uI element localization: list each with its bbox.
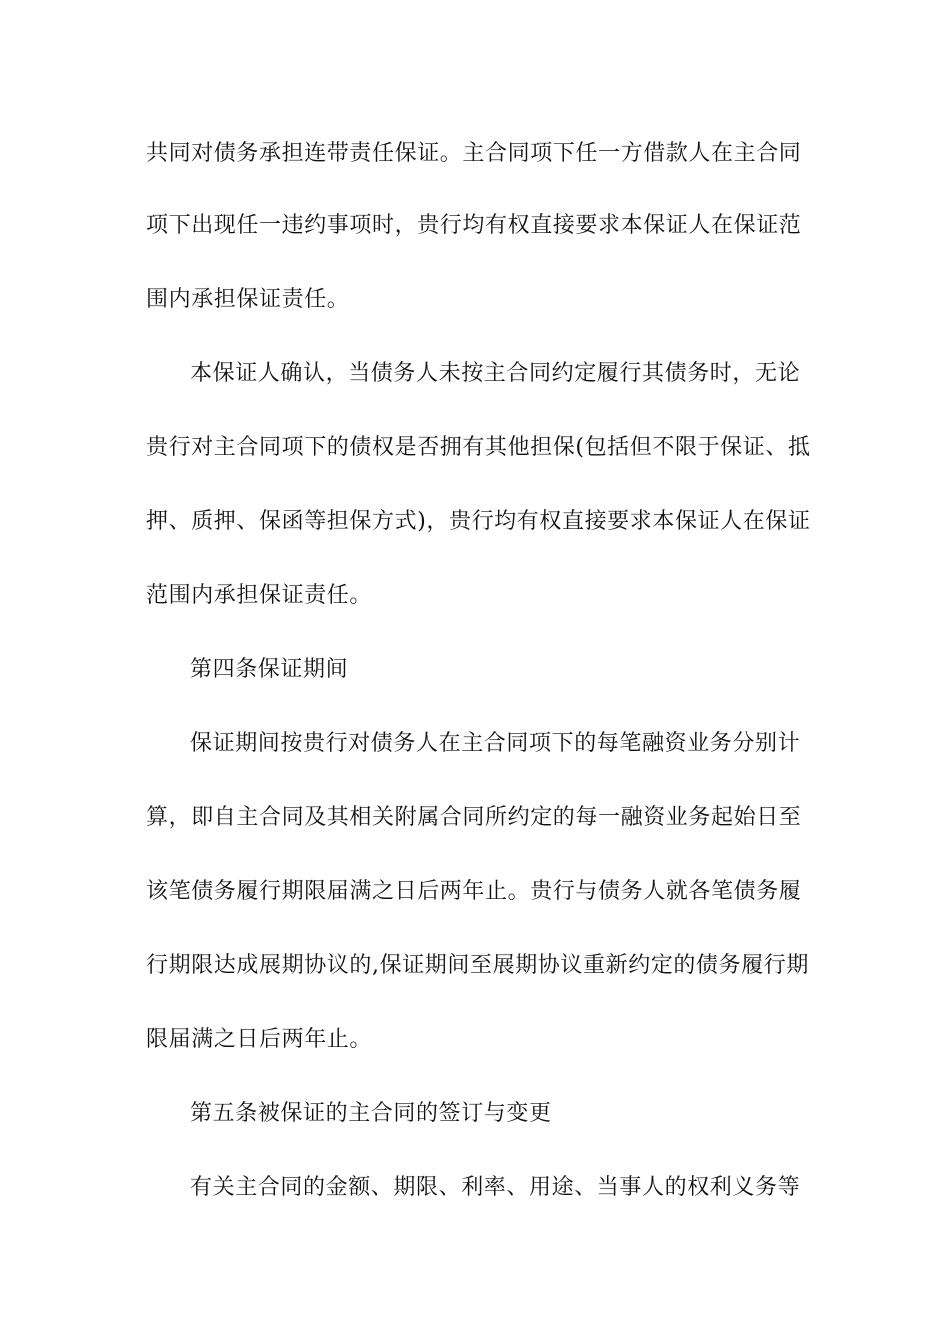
paragraph-first-line: 有关主合同的金额、期限、利率、用途、当事人的权利义务等 bbox=[190, 1175, 801, 1200]
text-line: 贵行对主合同项下的债权是否拥有其他担保(包括但不限于保证、抵 bbox=[146, 435, 811, 460]
text-line: 范围内承担保证责任。 bbox=[146, 583, 373, 608]
text-line: 限届满之日后两年止。 bbox=[146, 1027, 373, 1052]
text-line: 共同对债务承担连带责任保证。主合同项下任一方借款人在主合同 bbox=[146, 141, 802, 166]
text-line: 算，即自主合同及其相关附属合同所约定的每一融资业务起始日至 bbox=[146, 805, 802, 830]
text-line: 行期限达成展期协议的,保证期间至展期协议重新约定的债务履行期 bbox=[146, 953, 809, 978]
section-heading: 第五条被保证的主合同的签订与变更 bbox=[190, 1101, 552, 1126]
text-line: 押、质押、保函等担保方式)，贵行均有权直接要求本保证人在保证 bbox=[146, 509, 811, 534]
text-line: 项下出现任一违约事项时，贵行均有权直接要求本保证人在保证范 bbox=[146, 213, 802, 238]
paragraph-first-line: 本保证人确认，当债务人未按主合同约定履行其债务时，无论 bbox=[190, 361, 801, 386]
paragraph-first-line: 保证期间按贵行对债务人在主合同项下的每笔融资业务分别计 bbox=[190, 731, 801, 756]
text-line: 围内承担保证责任。 bbox=[146, 287, 350, 312]
text-line: 该笔债务履行期限届满之日后两年止。贵行与债务人就各笔债务履 bbox=[146, 879, 802, 904]
section-heading: 第四条保证期间 bbox=[190, 657, 349, 682]
